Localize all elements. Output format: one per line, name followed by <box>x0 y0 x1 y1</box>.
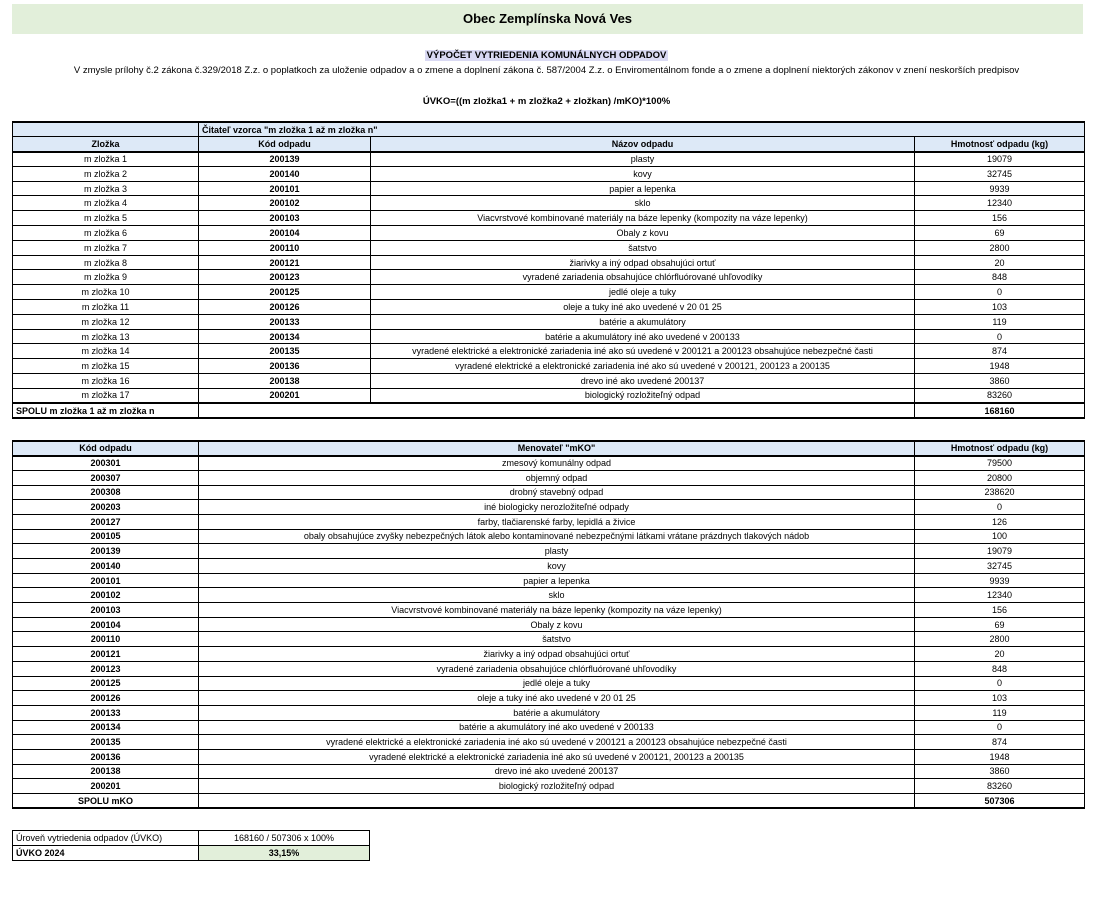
component-cell: m zložka 2 <box>13 166 199 181</box>
table-row <box>13 764 1085 779</box>
numerator-table <box>12 121 1085 419</box>
waste-code-cell: 200102 <box>13 588 199 603</box>
waste-name-cell: Obaly z kovu <box>371 226 915 241</box>
waste-code-cell: 200123 <box>199 270 371 285</box>
waste-code-cell: 200121 <box>13 647 199 662</box>
numerator-total-spacer <box>199 403 915 418</box>
weight-cell: 2800 <box>915 632 1085 647</box>
numerator-total-value: 168160 <box>915 403 1085 418</box>
waste-code-cell: 200104 <box>13 617 199 632</box>
table-row <box>13 314 1085 329</box>
component-cell: m zložka 8 <box>13 255 199 270</box>
waste-code-cell: 200139 <box>199 152 371 167</box>
summary-result-row <box>13 846 370 861</box>
table-row <box>13 211 1085 226</box>
waste-code-cell: 200308 <box>13 485 199 500</box>
table-row <box>13 720 1085 735</box>
weight-cell: 0 <box>915 720 1085 735</box>
weight-cell: 1948 <box>915 359 1085 374</box>
waste-name-cell: žiarivky a iný odpad obsahujúci ortuť <box>199 647 915 662</box>
table-row <box>13 676 1085 691</box>
table-row <box>13 617 1085 632</box>
waste-code-cell: 200127 <box>13 514 199 529</box>
legal-reference: V zmysle prílohy č.2 zákona č.329/2018 Z.z. o poplatkoch za uloženie odpadov a o zmene a doplnení zákona č. 587/2004 Z.z. o Enviromentálnom fonde a o zmene a doplnení niektorých zákonov v znení neskorších predpisov <box>73 65 1020 76</box>
table-row <box>13 779 1085 794</box>
table-row <box>13 300 1085 315</box>
waste-code-cell: 200126 <box>13 691 199 706</box>
table-row <box>13 661 1085 676</box>
component-cell: m zložka 4 <box>13 196 199 211</box>
weight-cell: 0 <box>915 329 1085 344</box>
table-row <box>13 329 1085 344</box>
table-row <box>13 470 1085 485</box>
weight-cell: 9939 <box>915 573 1085 588</box>
weight-cell: 0 <box>915 676 1085 691</box>
waste-code-cell: 200133 <box>199 314 371 329</box>
weight-cell: 0 <box>915 285 1085 300</box>
waste-name-cell: batérie a akumulátory iné ako uvedené v 200133 <box>199 720 915 735</box>
weight-cell: 0 <box>915 500 1085 515</box>
table-row <box>13 166 1085 181</box>
table-row <box>13 691 1085 706</box>
waste-name-cell: vyradené elektrické a elektronické zariadenia iné ako sú uvedené v 200121 a 200123 obsahujúce nebezpečné časti <box>199 735 915 750</box>
waste-name-cell: vyradené elektrické a elektronické zariadenia iné ako sú uvedené v 200121, 200123 a 200135 <box>199 749 915 764</box>
component-cell: m zložka 7 <box>13 240 199 255</box>
waste-code-cell: 200103 <box>199 211 371 226</box>
weight-cell: 103 <box>915 691 1085 706</box>
waste-code-cell: 200110 <box>13 632 199 647</box>
weight-cell: 69 <box>915 226 1085 241</box>
numerator-total-row <box>13 403 1085 418</box>
component-cell: m zložka 5 <box>13 211 199 226</box>
waste-code-cell: 200135 <box>199 344 371 359</box>
component-cell: m zložka 16 <box>13 374 199 389</box>
weight-cell: 119 <box>915 314 1085 329</box>
table-row <box>13 647 1085 662</box>
weight-cell: 12340 <box>915 588 1085 603</box>
calculation-formula: ÚVKO=((m zložka1 + m zložka2 + zložkan) /mKO)*100% <box>422 96 671 107</box>
waste-name-cell: vyradené elektrické a elektronické zariadenia iné ako sú uvedené v 200121, 200123 a 200135 <box>371 359 915 374</box>
waste-code-cell: 200307 <box>13 470 199 485</box>
column-header-denominator: Menovateľ "mKO" <box>199 441 915 456</box>
component-cell: m zložka 10 <box>13 285 199 300</box>
component-cell: m zložka 15 <box>13 359 199 374</box>
waste-code-cell: 200201 <box>199 388 371 403</box>
numerator-caption-spacer <box>13 122 199 137</box>
numerator-header-row <box>13 137 1085 152</box>
component-cell: m zložka 12 <box>13 314 199 329</box>
table-row <box>13 559 1085 574</box>
waste-name-cell: biologický rozložiteľný odpad <box>199 779 915 794</box>
numerator-total-label: SPOLU m zložka 1 až m zložka n <box>13 403 199 418</box>
document-title-text: VÝPOČET VYTRIEDENIA KOMUNÁLNYCH ODPADOV <box>426 50 667 61</box>
summary-level-label: Úroveň vytriedenia odpadov (ÚVKO) <box>13 831 199 846</box>
waste-name-cell: drobný stavebný odpad <box>199 485 915 500</box>
table-row <box>13 749 1085 764</box>
table-row <box>13 573 1085 588</box>
weight-cell: 1948 <box>915 749 1085 764</box>
waste-name-cell: sklo <box>199 588 915 603</box>
denominator-total-row <box>13 794 1085 809</box>
table-row <box>13 359 1085 374</box>
table-row <box>13 388 1085 403</box>
table-row <box>13 485 1085 500</box>
waste-name-cell: iné biologicky nerozložiteľné odpady <box>199 500 915 515</box>
waste-name-cell: papier a lepenka <box>199 573 915 588</box>
table-row <box>13 456 1085 471</box>
waste-name-cell: šatstvo <box>371 240 915 255</box>
document-title <box>0 50 1093 61</box>
waste-name-cell: batérie a akumulátory iné ako uvedené v 200133 <box>371 329 915 344</box>
weight-cell: 874 <box>915 344 1085 359</box>
numerator-caption: Čitateľ vzorca "m zložka 1 až m zložka n" <box>199 122 1085 137</box>
waste-name-cell: batérie a akumulátory <box>199 705 915 720</box>
component-cell: m zložka 3 <box>13 181 199 196</box>
weight-cell: 69 <box>915 617 1085 632</box>
waste-code-cell: 200101 <box>199 181 371 196</box>
table-row <box>13 285 1085 300</box>
table-row <box>13 632 1085 647</box>
summary-table <box>12 830 370 861</box>
waste-code-cell: 200125 <box>199 285 371 300</box>
column-header-component: Zložka <box>13 137 199 152</box>
numerator-caption-row <box>13 122 1085 137</box>
waste-name-cell: papier a lepenka <box>371 181 915 196</box>
waste-name-cell: vyradené zariadenia obsahujúce chlórfluórované uhľovodíky <box>199 661 915 676</box>
waste-name-cell: batérie a akumulátory <box>371 314 915 329</box>
waste-code-cell: 200123 <box>13 661 199 676</box>
weight-cell: 874 <box>915 735 1085 750</box>
summary-result-label: ÚVKO 2024 <box>13 846 199 861</box>
weight-cell: 12340 <box>915 196 1085 211</box>
waste-name-cell: Viacvrstvové kombinované materiály na báze lepenky (kompozity na váze lepenky) <box>371 211 915 226</box>
table-row <box>13 181 1085 196</box>
waste-name-cell: šatstvo <box>199 632 915 647</box>
table-row <box>13 705 1085 720</box>
waste-code-cell: 200126 <box>199 300 371 315</box>
waste-code-cell: 200125 <box>13 676 199 691</box>
component-cell: m zložka 9 <box>13 270 199 285</box>
table-row <box>13 196 1085 211</box>
denominator-table <box>12 440 1085 809</box>
summary-level-row <box>13 831 370 846</box>
table-row <box>13 270 1085 285</box>
weight-cell: 83260 <box>915 779 1085 794</box>
waste-code-cell: 200102 <box>199 196 371 211</box>
waste-name-cell: drevo iné ako uvedené 200137 <box>199 764 915 779</box>
weight-cell: 83260 <box>915 388 1085 403</box>
weight-cell: 32745 <box>915 559 1085 574</box>
weight-cell: 20 <box>915 255 1085 270</box>
waste-code-cell: 200135 <box>13 735 199 750</box>
waste-code-cell: 200105 <box>13 529 199 544</box>
waste-code-cell: 200103 <box>13 603 199 618</box>
waste-name-cell: žiarivky a iný odpad obsahujúci ortuť <box>371 255 915 270</box>
waste-name-cell: farby, tlačiarenské farby, lepidlá a živice <box>199 514 915 529</box>
weight-cell: 79500 <box>915 456 1085 471</box>
waste-name-cell: vyradené elektrické a elektronické zariadenia iné ako sú uvedené v 200121 a 200123 obsahujúce nebezpečné časti <box>371 344 915 359</box>
waste-code-cell: 200134 <box>199 329 371 344</box>
waste-name-cell: Obaly z kovu <box>199 617 915 632</box>
weight-cell: 100 <box>915 529 1085 544</box>
waste-code-cell: 200139 <box>13 544 199 559</box>
component-cell: m zložka 14 <box>13 344 199 359</box>
weight-cell: 3860 <box>915 374 1085 389</box>
component-cell: m zložka 11 <box>13 300 199 315</box>
summary-level-formula: 168160 / 507306 x 100% <box>199 831 370 846</box>
weight-cell: 126 <box>915 514 1085 529</box>
table-row <box>13 152 1085 167</box>
weight-cell: 19079 <box>915 152 1085 167</box>
column-header-weight: Hmotnosť odpadu (kg) <box>915 137 1085 152</box>
table-row <box>13 735 1085 750</box>
weight-cell: 2800 <box>915 240 1085 255</box>
waste-code-cell: 200203 <box>13 500 199 515</box>
waste-name-cell: kovy <box>371 166 915 181</box>
table-row <box>13 603 1085 618</box>
column-header-code: Kód odpadu <box>199 137 371 152</box>
table-row <box>13 226 1085 241</box>
waste-name-cell: obaly obsahujúce zvyšky nebezpečných látok alebo kontaminované nebezpečnými látkami vrátane prázdnych tlakových nádob <box>199 529 915 544</box>
weight-cell: 238620 <box>915 485 1085 500</box>
denominator-total-value: 507306 <box>915 794 1085 809</box>
waste-code-cell: 200136 <box>199 359 371 374</box>
waste-code-cell: 200101 <box>13 573 199 588</box>
waste-code-cell: 200301 <box>13 456 199 471</box>
waste-name-cell: biologický rozložiteľný odpad <box>371 388 915 403</box>
municipality-title: Obec Zemplínska Nová Ves <box>12 4 1083 34</box>
table-row <box>13 500 1085 515</box>
waste-name-cell: objemný odpad <box>199 470 915 485</box>
component-cell: m zložka 13 <box>13 329 199 344</box>
table-row <box>13 255 1085 270</box>
waste-code-cell: 200201 <box>13 779 199 794</box>
denominator-header-row <box>13 441 1085 456</box>
weight-cell: 103 <box>915 300 1085 315</box>
column-header-weight: Hmotnosť odpadu (kg) <box>915 441 1085 456</box>
table-row <box>13 514 1085 529</box>
waste-code-cell: 200140 <box>13 559 199 574</box>
waste-code-cell: 200138 <box>13 764 199 779</box>
waste-name-cell: oleje a tuky iné ako uvedené v 20 01 25 <box>371 300 915 315</box>
waste-code-cell: 200136 <box>13 749 199 764</box>
waste-code-cell: 200138 <box>199 374 371 389</box>
table-row <box>13 374 1085 389</box>
waste-name-cell: kovy <box>199 559 915 574</box>
summary-result-value: 33,15% <box>199 846 370 861</box>
table-row <box>13 544 1085 559</box>
waste-name-cell: plasty <box>371 152 915 167</box>
waste-code-cell: 200134 <box>13 720 199 735</box>
waste-name-cell: drevo iné ako uvedené 200137 <box>371 374 915 389</box>
table-row <box>13 588 1085 603</box>
table-row <box>13 240 1085 255</box>
weight-cell: 9939 <box>915 181 1085 196</box>
waste-name-cell: sklo <box>371 196 915 211</box>
waste-code-cell: 200133 <box>13 705 199 720</box>
waste-name-cell: jedlé oleje a tuky <box>199 676 915 691</box>
denominator-total-label: SPOLU mKO <box>13 794 199 809</box>
weight-cell: 32745 <box>915 166 1085 181</box>
weight-cell: 119 <box>915 705 1085 720</box>
component-cell: m zložka 17 <box>13 388 199 403</box>
weight-cell: 19079 <box>915 544 1085 559</box>
waste-name-cell: vyradené zariadenia obsahujúce chlórfluórované uhľovodíky <box>371 270 915 285</box>
waste-code-cell: 200104 <box>199 226 371 241</box>
waste-name-cell: jedlé oleje a tuky <box>371 285 915 300</box>
weight-cell: 3860 <box>915 764 1085 779</box>
column-header-name: Názov odpadu <box>371 137 915 152</box>
column-header-code: Kód odpadu <box>13 441 199 456</box>
waste-code-cell: 200140 <box>199 166 371 181</box>
waste-code-cell: 200121 <box>199 255 371 270</box>
weight-cell: 848 <box>915 270 1085 285</box>
table-row <box>13 529 1085 544</box>
weight-cell: 156 <box>915 211 1085 226</box>
weight-cell: 20800 <box>915 470 1085 485</box>
denominator-total-spacer <box>199 794 915 809</box>
waste-name-cell: Viacvrstvové kombinované materiály na báze lepenky (kompozity na váze lepenky) <box>199 603 915 618</box>
table-row <box>13 344 1085 359</box>
waste-name-cell: zmesový komunálny odpad <box>199 456 915 471</box>
weight-cell: 156 <box>915 603 1085 618</box>
waste-code-cell: 200110 <box>199 240 371 255</box>
weight-cell: 20 <box>915 647 1085 662</box>
waste-name-cell: plasty <box>199 544 915 559</box>
component-cell: m zložka 6 <box>13 226 199 241</box>
waste-name-cell: oleje a tuky iné ako uvedené v 20 01 25 <box>199 691 915 706</box>
weight-cell: 848 <box>915 661 1085 676</box>
component-cell: m zložka 1 <box>13 152 199 167</box>
